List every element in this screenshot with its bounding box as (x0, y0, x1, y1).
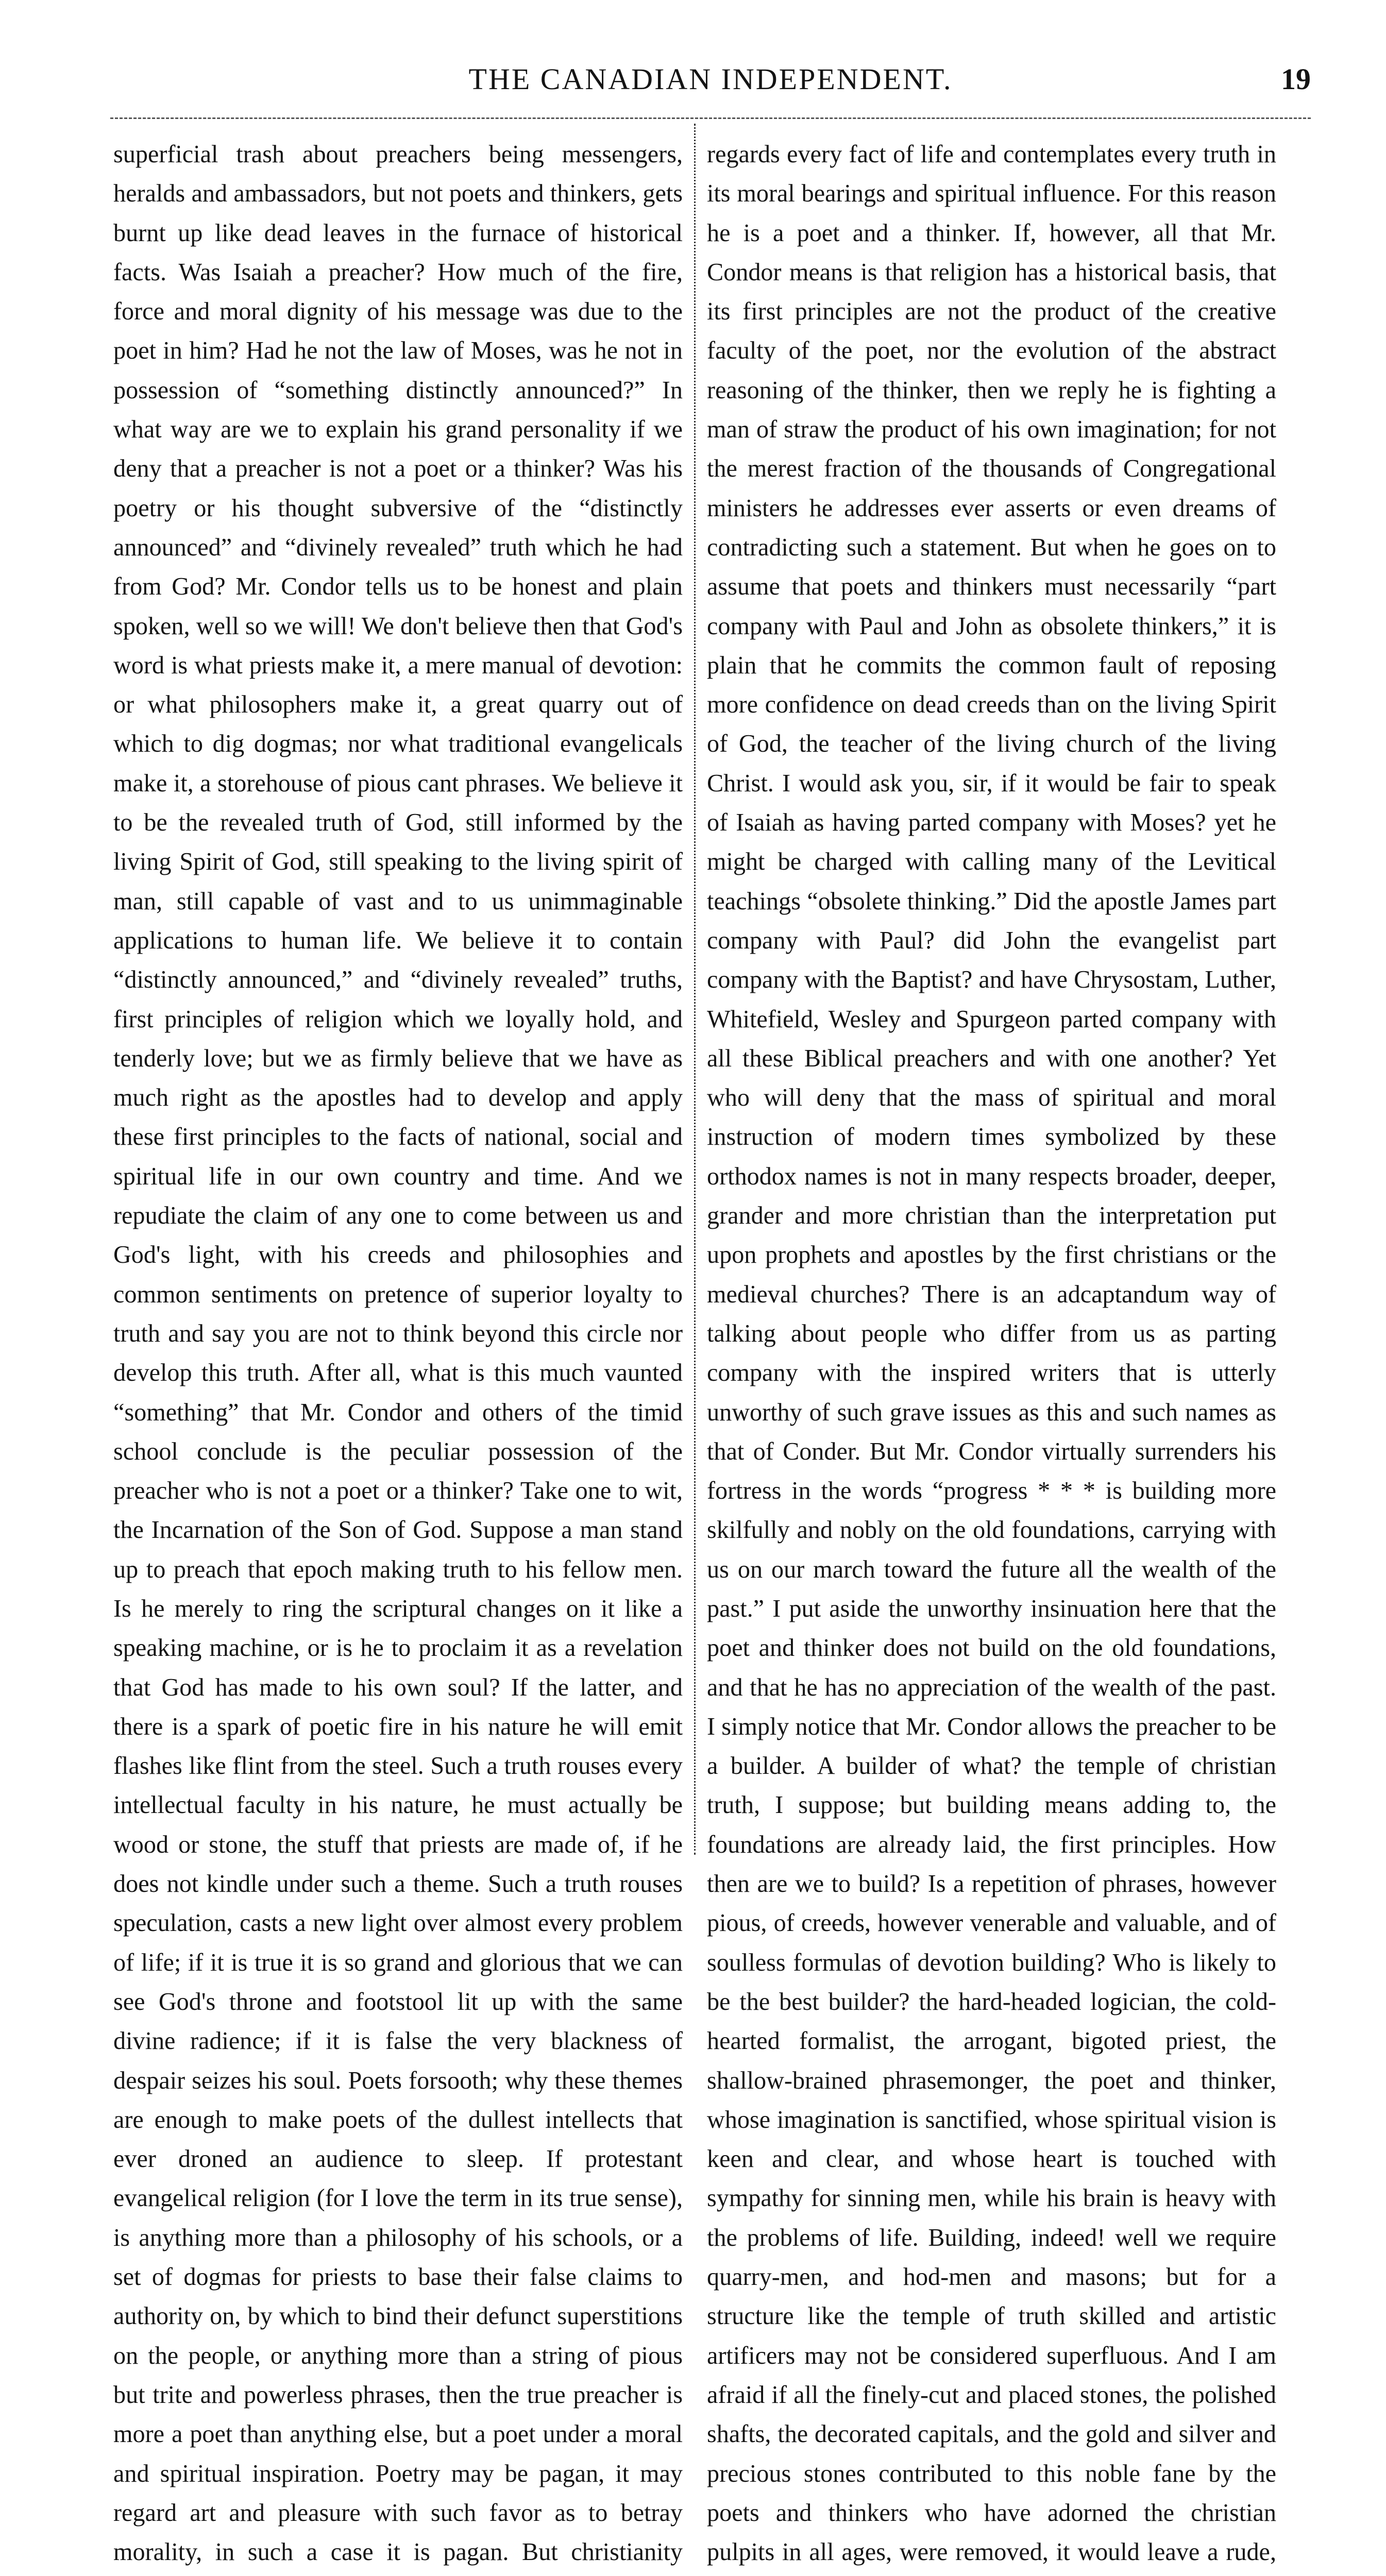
column-divider (694, 124, 696, 1855)
page-number: 19 (1281, 62, 1311, 96)
page-header (110, 62, 1311, 108)
header-rule (110, 117, 1311, 119)
left-column-text: superficial trash about preachers being messengers, heralds and ambassadors, but not poets and thinkers, gets burnt up like dead leaves in the furnace of historical facts. Was Isaiah a preacher? How much of the fire, force and moral dignity of his message was due to the poet in him? Had he not the law of Moses, was he not in possession of “something distinctly announced?” In what way are we to explain his grand personality if we deny that a preacher is not a poet or a thinker? Was his poetry or his thought subversive of the “distinctly announced” and “divinely revealed” truth which he had from God? Mr. Condor tells us to be honest and plain spoken, well so we will! We don't believe then that God's word is what priests make it, a mere manual of devotion: or what philosophers make it, a great quarry out of which to dig dogmas; nor what traditional evangelicals make it, a storehouse of pious cant phrases. We believe it to be the revealed truth of God, still informed by the living Spirit of God, still speaking to the living spirit of man, still capable of vast and to us unimmaginable applications to human life. We believe it to contain “distinctly announced,” and “divinely revealed” truths, first principles of religion which we loyally hold, and tenderly love; but we as firmly believe that we have as much right as the apostles had to develop and apply these first principles to the facts of national, social and spiritual life in our own country and time. And we repudiate the claim of any one to come between us and God's light, with his creeds and philosophies and common sentiments on pretence of superior loyalty to truth and say you are not to think beyond this circle nor develop this truth. After all, what is this much vaunted “something” that Mr. Condor and others of the timid school conclude is the peculiar possession of the preacher who is not a poet or a thinker? Take one to wit, the Incarnation of the Son of God. Suppose a man stand up to preach that epoch making truth to his fellow men. Is he merely to ring the scriptural changes on it like a speaking machine, or is he to proclaim it as a revelation that God has made to his own soul? If the latter, and there is a spark of poetic fire in his nature he will emit flashes like flint from the steel. Such a truth rouses every intellectual faculty in his nature, he must actually be wood or stone, the stuff that priests are made of, if he does not kindle under such a theme. Such a truth rouses speculation, casts a new light over almost every problem of life; if it is true it is so grand and glorious that we can see God's throne and footstool lit up with the same divine radience; if it is false the very blackness of despair seizes his soul. Poets forsooth; why these themes are enough to make poets of the dullest intellects that ever droned an audience to sleep. If protestant evangelical religion (for I love the term in its true sense), is anything more than a philosophy of his schools, or a set of dogmas for priests to base their false claims to authority on, by which to bind their defunct superstitions on the people, or anything more than a string of pious but trite and powerless phrases, then the true preacher is more a poet than anything else, but a poet under a moral and spiritual inspiration. Poetry may be pagan, it may regard art and pleasure with such favor as to betray morality, in such a case it is pagan. But christianity (113, 141, 683, 2566)
right-column-text: regards every fact of life and contemplates every truth in its moral bearings and spiritual influence. For this reason he is a poet and a thinker. If, however, all that Mr. Condor means is that religion has a historical basis, that its first principles are not the product of the creative faculty of the poet, nor the evolution of the abstract reasoning of the thinker, then we reply he is fighting a man of straw the product of his own imagination; for not the merest fraction of the thousands of Congregational ministers he addresses ever asserts or even dreams of contradicting such a statement. But when he goes on to assume that poets and thinkers must necessarily “part company with Paul and John as obsolete thinkers,” it is plain that he commits the common fault of reposing more confidence on dead creeds than on the living Spirit of God, the teacher of the living church of the living Christ. I would ask you, sir, if it would be fair to speak of Isaiah as having parted company with Moses? yet he might be charged with calling many of the Levitical teachings “obsolete thinking.” Did the apostle James part company with Paul? did John the evangelist part company with the Baptist? and have Chrysostam, Luther, Whitefield, Wesley and Spurgeon parted company with all these Biblical preachers and with one another? Yet who will deny that the mass of spiritual and moral instruction of modern times symbolized by these orthodox names is not in many respects broader, deeper, grander and more christian than the interpretation put upon prophets and apostles by the first christians or the medieval churches? There is an adcaptandum way of talking about people who differ from us as parting company with the inspired writers that is utterly unworthy of such grave issues as this and such names as that of Conder. But Mr. Condor virtually surrenders his fortress in the words “progress * * * is building more skilfully and nobly on the old foundations, carrying with us on our march toward the future all the wealth of the past.” I put aside the unworthy insinuation here that the poet and thinker does not build on the old foundations, and that he has no appreciation of the wealth of the past. I simply notice that Mr. Condor allows the preacher to be a builder. A builder of what? the temple of christian truth, I suppose; but building means adding to, the foundations are already laid, the first principles. How then are we to build? Is a repetition of phrases, however pious, of creeds, however venerable and valuable, and of soulless formulas of devotion building? Who is likely to be the best builder? the hard-headed logician, the cold-hearted formalist, the arrogant, bigoted priest, the shallow-brained phrasemonger, the poet and thinker, whose imagination is sanctified, whose spiritual vision is keen and clear, and whose heart is touched with sympathy for sinning men, while his brain is heavy with the problems of life. Building, indeed! well we require quarry-men, and hod-men and masons; but for a structure like the temple of truth skilled and artistic artificers may not be considered superfluous. And I am afraid if all the finely-cut and placed stones, the polished shafts, the decorated capitals, and the gold and silver and precious stones contributed to this noble fane by the poets and thinkers who have adorned the christian pulpits in all ages, were removed, it would leave a rude, (707, 141, 1276, 2566)
right-column (707, 135, 1276, 2566)
running-title: THE CANADIAN INDEPENDENT. (468, 62, 953, 96)
left-column (113, 135, 683, 2566)
